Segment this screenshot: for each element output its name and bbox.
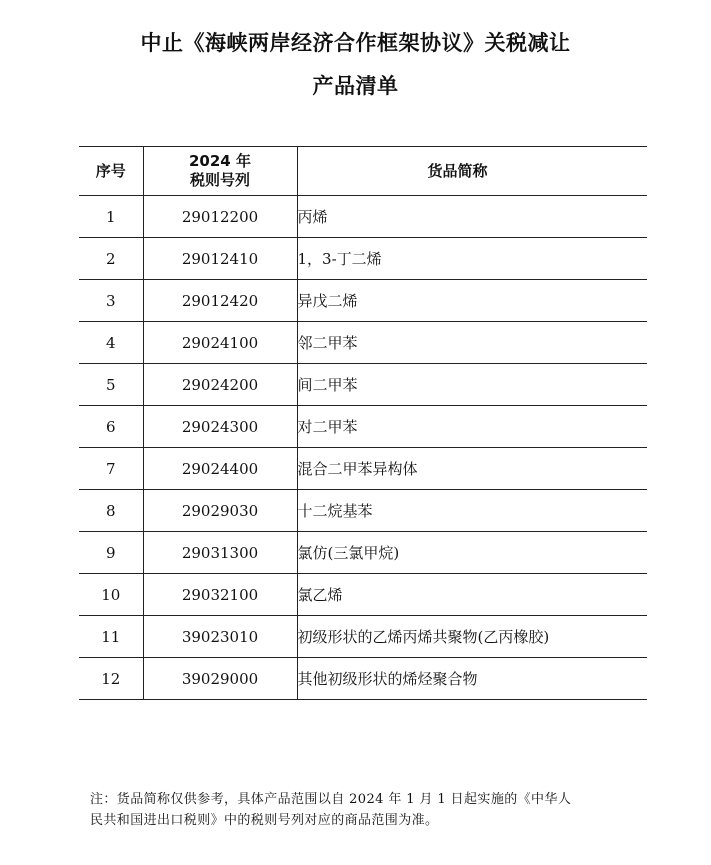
row-tariff-code: 29024100 <box>143 322 297 364</box>
row-tariff-code: 29029030 <box>143 490 297 532</box>
row-product-name: 邻二甲苯 <box>297 322 647 364</box>
footnote-line-2: 民共和国进出口税则》中的税则号列对应的商品范围为准。 <box>90 813 439 828</box>
footnote <box>90 789 650 831</box>
row-seq: 1 <box>79 196 143 238</box>
table-row <box>79 574 647 616</box>
table-row <box>79 532 647 574</box>
table-row <box>79 658 647 700</box>
table-row <box>79 616 647 658</box>
row-seq: 9 <box>79 532 143 574</box>
table-row <box>79 448 647 490</box>
document-title: 中止《海峡两岸经济合作框架协议》关税减让 <box>140 31 571 55</box>
row-product-name: 混合二甲苯异构体 <box>297 448 647 490</box>
table-row <box>79 196 647 238</box>
row-tariff-code: 29024200 <box>143 364 297 406</box>
row-seq: 6 <box>79 406 143 448</box>
row-product-name: 初级形状的乙烯丙烯共聚物(乙丙橡胶) <box>297 616 647 658</box>
row-tariff-code: 29024300 <box>143 406 297 448</box>
row-seq: 3 <box>79 280 143 322</box>
table-row <box>79 280 647 322</box>
row-product-name: 氯仿(三氯甲烷) <box>297 532 647 574</box>
row-seq: 10 <box>79 574 143 616</box>
row-product-name: 十二烷基苯 <box>297 490 647 532</box>
document-subtitle: 产品清单 <box>312 74 399 98</box>
header-tariff-year: 2024 年 <box>189 152 251 170</box>
footnote-line-1: 注：货品简称仅供参考，具体产品范围以自 2024 年 1 月 1 日起实施的《中华人 <box>90 792 572 807</box>
row-tariff-code: 29031300 <box>143 532 297 574</box>
table-row <box>79 406 647 448</box>
table-row <box>79 322 647 364</box>
row-product-name: 异戊二烯 <box>297 280 647 322</box>
row-tariff-code: 29024400 <box>143 448 297 490</box>
header-tariff-label: 税则号列 <box>189 171 250 189</box>
row-tariff-code: 39023010 <box>143 616 297 658</box>
row-tariff-code: 29012410 <box>143 238 297 280</box>
header-tariff-code <box>143 147 297 196</box>
row-seq: 2 <box>79 238 143 280</box>
row-tariff-code: 29032100 <box>143 574 297 616</box>
row-product-name: 氯乙烯 <box>297 574 647 616</box>
row-seq: 5 <box>79 364 143 406</box>
row-seq: 4 <box>79 322 143 364</box>
row-seq: 11 <box>79 616 143 658</box>
row-seq: 8 <box>79 490 143 532</box>
header-product-name: 货品简称 <box>297 147 647 196</box>
table-header-row <box>79 147 647 196</box>
table-row <box>79 490 647 532</box>
row-product-name: 1，3-丁二烯 <box>297 238 647 280</box>
header-seq: 序号 <box>79 147 143 196</box>
table-row <box>79 364 647 406</box>
row-product-name: 丙烯 <box>297 196 647 238</box>
row-product-name: 其他初级形状的烯烃聚合物 <box>297 658 647 700</box>
row-tariff-code: 29012200 <box>143 196 297 238</box>
row-seq: 7 <box>79 448 143 490</box>
table-row <box>79 238 647 280</box>
row-tariff-code: 29012420 <box>143 280 297 322</box>
row-seq: 12 <box>79 658 143 700</box>
product-list-table <box>79 146 647 700</box>
row-tariff-code: 39029000 <box>143 658 297 700</box>
row-product-name: 对二甲苯 <box>297 406 647 448</box>
row-product-name: 间二甲苯 <box>297 364 647 406</box>
